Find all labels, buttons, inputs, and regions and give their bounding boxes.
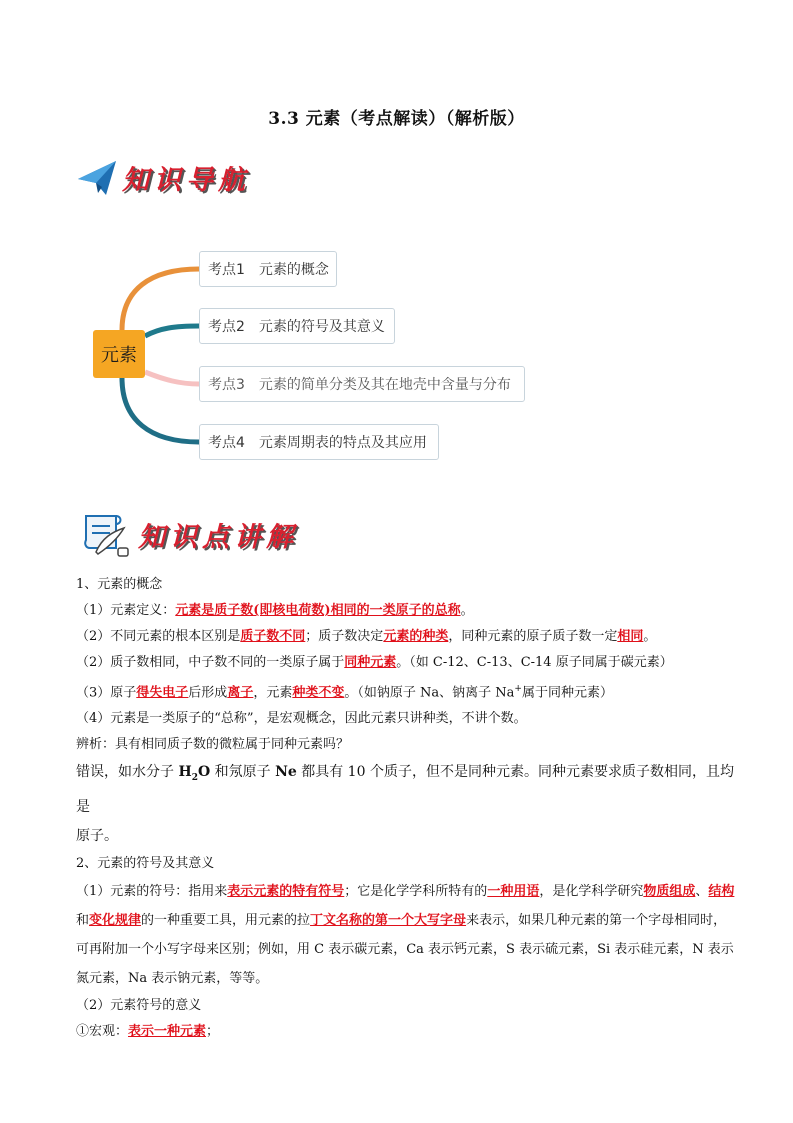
formula: H xyxy=(178,764,192,781)
text: 。（如 C-12、C-13、C-14 原子同属于碳元素） xyxy=(396,655,673,670)
text: 属于同种元素） xyxy=(521,685,613,701)
text: （2）不同元素的根本区别是 xyxy=(76,629,241,644)
text: 原子。 xyxy=(76,828,118,845)
text: （1）元素的符号：指用来 xyxy=(76,884,228,900)
subscript: 2 xyxy=(191,773,198,784)
highlight: 元素的种类 xyxy=(383,629,449,644)
text: 、 xyxy=(695,884,709,900)
formula: O xyxy=(197,764,211,781)
highlight: 得失电子 xyxy=(136,685,189,701)
branch-3 xyxy=(145,372,199,384)
text: （3）原子 xyxy=(76,685,137,701)
content-body xyxy=(76,572,736,1045)
text: 。 xyxy=(460,603,474,618)
highlight: 丁文名称的第一个大写字母 xyxy=(310,913,467,929)
para-isotopes xyxy=(76,650,736,676)
text: 和 xyxy=(76,913,90,929)
highlight: 元素是质子数(即核电荷数)相同的一类原子的总称 xyxy=(175,603,461,618)
text: 辨析：具有相同质子数的微粒属于同种元素吗？ xyxy=(76,737,350,753)
text: ；它是化学学科所特有的 xyxy=(344,884,488,900)
text: 和氖原子 xyxy=(210,764,276,781)
mindmap-node-4: 考点4 元素周期表的特点及其应用 xyxy=(199,424,439,460)
text: ①宏观： xyxy=(76,1024,129,1040)
para-answer xyxy=(76,758,736,851)
branch-2 xyxy=(145,326,199,336)
para-definition xyxy=(76,598,736,624)
highlight: 种类不变 xyxy=(292,685,345,701)
mindmap-node-3: 考点3 元素的简单分类及其在地壳中含量与分布 xyxy=(199,366,525,402)
banner-title: 知识导航 xyxy=(122,165,250,196)
text: 后形成 xyxy=(188,685,228,701)
text: ，同种元素的原子质子数一定 xyxy=(448,629,618,644)
superscript: + xyxy=(514,684,522,694)
mindmap-node-1: 考点1 元素的概念 xyxy=(199,251,337,287)
mindmap-center: 元素 xyxy=(93,330,145,378)
text: ； xyxy=(206,1024,220,1040)
heading-text: 1、元素的概念 xyxy=(76,577,163,592)
section-heading-2 xyxy=(76,851,736,877)
highlight: 变化规律 xyxy=(89,913,142,929)
text: 都具有 10 个质子，但不是同种元素。同种元素要求质子数相同，且均是 xyxy=(76,764,734,816)
para-meaning xyxy=(76,993,736,1019)
text: ，元素 xyxy=(253,685,293,701)
heading-text: 2、元素的符号及其意义 xyxy=(76,856,215,872)
page-title: 3.3 元素（考点解读）（解析版） xyxy=(268,109,525,129)
highlight: 物质组成 xyxy=(643,884,696,900)
highlight: 离子 xyxy=(227,685,254,701)
text: （4）元素是一类原子的“总称”，是宏观概念，因此元素只讲种类，不讲个数。 xyxy=(76,711,527,727)
para-macro xyxy=(76,706,736,732)
highlight: 质子数不同 xyxy=(240,629,306,644)
text: 错误，如水分子 xyxy=(76,764,179,781)
text: （2）质子数相同，中子数不同的一类原子属于 xyxy=(76,655,345,670)
branch-1 xyxy=(122,269,199,330)
section-heading-1 xyxy=(76,572,736,598)
highlight: 一种用语 xyxy=(487,884,540,900)
mindmap-node-2: 考点2 元素的符号及其意义 xyxy=(199,308,395,344)
banner-title: 知识点讲解 xyxy=(138,521,298,553)
highlight: 表示一种元素 xyxy=(128,1024,207,1040)
scroll-quill-icon xyxy=(76,508,132,560)
text: 来表示，如果几种元素的第一个字母相同时，可再附加一个小写字母来区别；例如，用 C 表示碳元素，Ca 表示钙元素，S 表示硫元素，Si 表示硅元素，N 表示氮元素，Na 表示钠元素，等等。 xyxy=(76,913,734,987)
para-difference xyxy=(76,624,736,650)
para-question xyxy=(76,732,736,758)
knowledge-explain-banner xyxy=(76,508,298,560)
text: （1）元素定义： xyxy=(76,603,176,618)
branch-4 xyxy=(122,378,199,442)
text: （2）元素符号的意义 xyxy=(76,998,202,1014)
text: ，是化学科学研究 xyxy=(539,884,644,900)
highlight: 相同 xyxy=(617,629,644,644)
text: 的一种重要工具，用元素的拉 xyxy=(141,913,311,929)
text: 。（如钠原子 Na、钠离子 Na xyxy=(344,685,515,701)
text: ；质子数决定 xyxy=(305,629,384,644)
text: 。 xyxy=(643,629,657,644)
highlight: 同种元素 xyxy=(344,655,397,670)
para-macro-meaning xyxy=(76,1019,736,1045)
highlight: 表示元素的特有符号 xyxy=(227,884,345,900)
formula: Ne xyxy=(275,764,297,781)
para-ions xyxy=(76,676,736,706)
highlight: 结构 xyxy=(708,884,735,900)
para-symbol xyxy=(76,877,736,993)
